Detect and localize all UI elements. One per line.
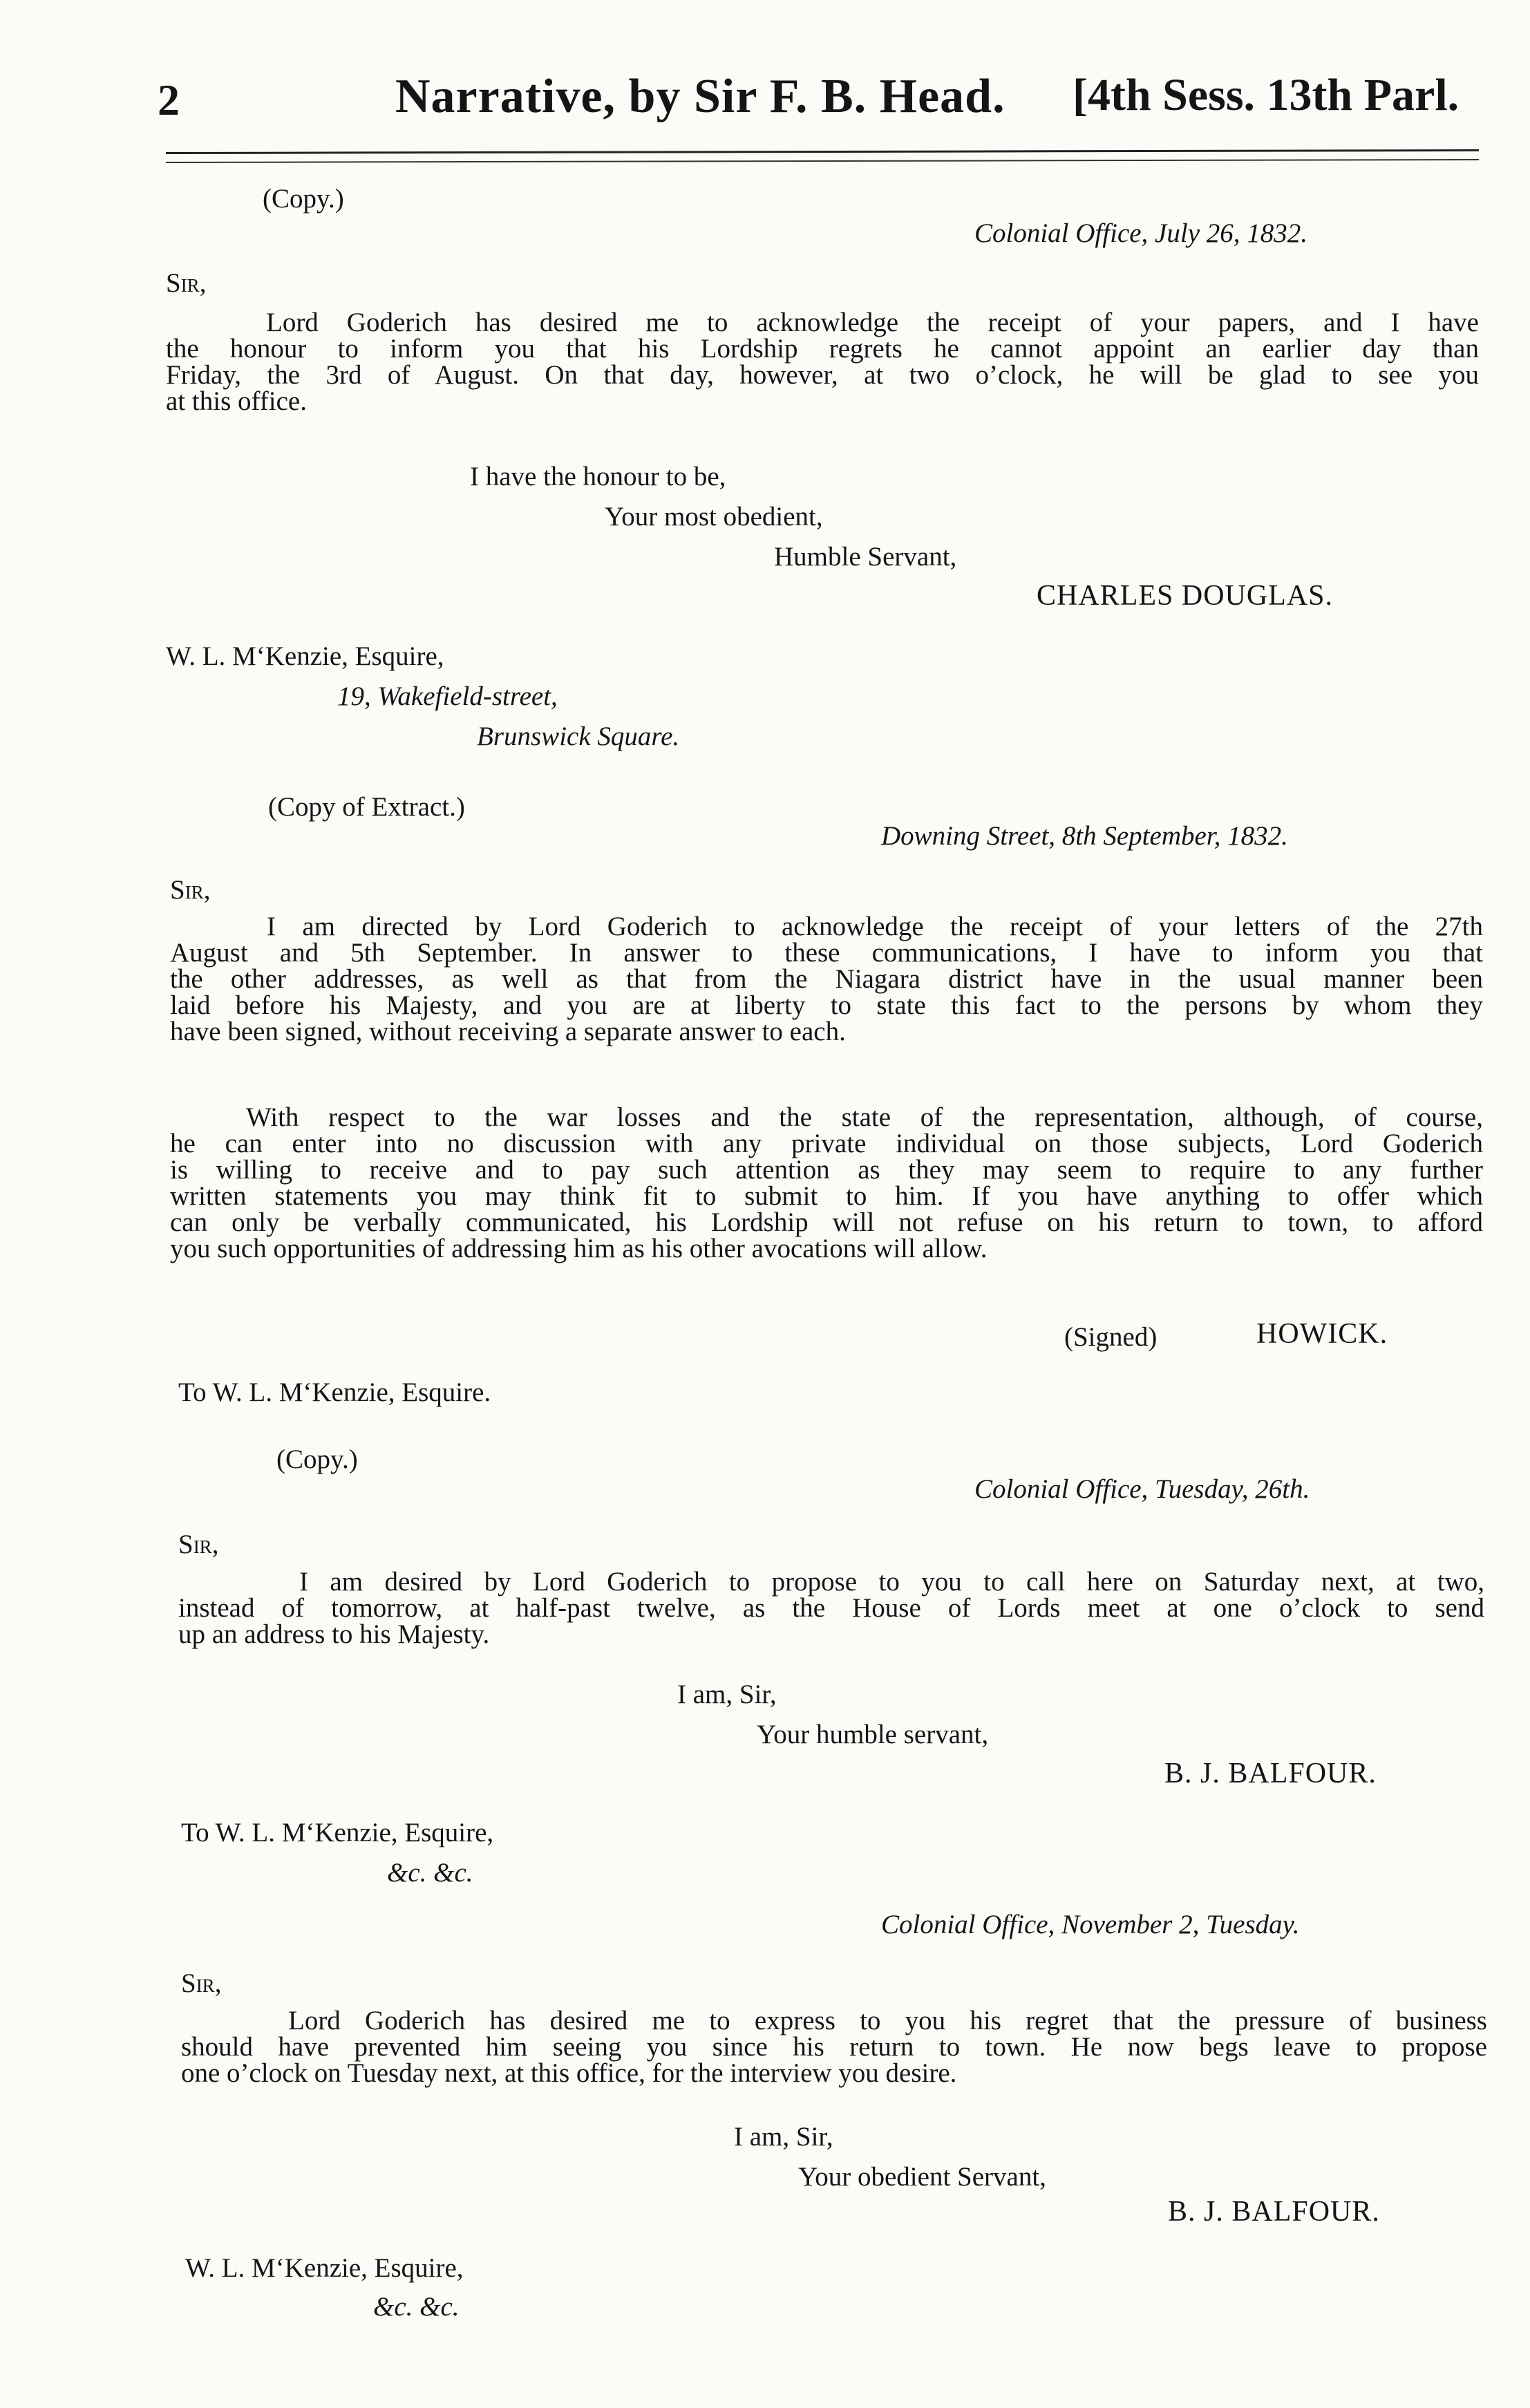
body-line: August and 5th September. In answer to these communications, I have to inform you that xyxy=(170,938,1483,968)
signature: CHARLES DOUGLAS. xyxy=(1037,580,1334,612)
addressee-line: W. L. M‘Kenzie, Esquire, xyxy=(166,641,444,671)
signature: B. J. BALFOUR. xyxy=(1164,1758,1377,1789)
body-line: is willing to receive and to pay such attention as they may seem to require to any further xyxy=(170,1155,1483,1185)
body-line: I am directed by Lord Goderich to acknowledge the receipt of your letters of the 27th xyxy=(267,912,1483,941)
body-line: at this office. xyxy=(166,386,307,416)
body-line: Lord Goderich has desired me to express to you his regret that the pressure of business xyxy=(288,2006,1487,2035)
body-line: written statements you may think fit to submit to him. If you have anything to offer which xyxy=(170,1181,1483,1211)
body-line: you such opportunities of addressing him as his other avocations will allow. xyxy=(170,1234,988,1263)
place-date: Colonial Office, November 2, Tuesday. xyxy=(881,1910,1300,1939)
closing-line: I am, Sir, xyxy=(734,2122,833,2152)
body-line: have been signed, without receiving a separate answer to each. xyxy=(170,1017,846,1046)
signature: HOWICK. xyxy=(1256,1318,1388,1350)
closing-line: Humble Servant, xyxy=(774,542,957,572)
copy-note: (Copy of Extract.) xyxy=(268,792,465,822)
letter-body xyxy=(170,914,1483,1045)
body-line: Lord Goderich has desired me to acknowledge the receipt of your papers, and I have xyxy=(266,308,1479,337)
copy-note: (Copy.) xyxy=(263,184,344,214)
salutation: Sir, xyxy=(181,1968,222,1998)
body-line: laid before his Majesty, and you are at liberty to state this fact to the persons by whom they xyxy=(170,990,1483,1020)
salutation: Sir, xyxy=(178,1530,219,1559)
body-line: one o’clock on Tuesday next, at this office, for the interview you desire. xyxy=(181,2058,957,2088)
salutation: Sir, xyxy=(166,268,207,298)
header-rule-double xyxy=(166,159,1479,163)
body-line: he can enter into no discussion with any private individual on those subjects, Lord Goderich xyxy=(170,1129,1483,1158)
addressee-line: &c. &c. xyxy=(387,1858,473,1888)
body-line: With respect to the war losses and the state of the representation, although, of course, xyxy=(246,1102,1483,1132)
letter-body xyxy=(166,310,1479,415)
closing-line: I am, Sir, xyxy=(677,1680,777,1709)
body-line: should have prevented him seeing you since his return to town. He now begs leave to propose xyxy=(181,2032,1487,2062)
place-date: Colonial Office, July 26, 1832. xyxy=(974,218,1308,248)
body-line: the honour to inform you that his Lordship regrets he cannot appoint an earlier day than xyxy=(166,334,1479,364)
letter-body xyxy=(181,2008,1487,2087)
body-line: instead of tomorrow, at half-past twelve, as the House of Lords meet at one o’clock to send xyxy=(178,1593,1484,1623)
signature: B. J. BALFOUR. xyxy=(1168,2196,1380,2228)
salutation: Sir, xyxy=(170,875,211,905)
signed-label: (Signed) xyxy=(1064,1322,1158,1352)
body-line: I am desired by Lord Goderich to propose to you to call here on Saturday next, at two, xyxy=(299,1567,1484,1597)
page-number: 2 xyxy=(158,75,180,124)
letter-body xyxy=(178,1569,1484,1648)
session-label: [4th Sess. 13th Parl. xyxy=(1073,70,1460,120)
body-line: the other addresses, as well as that from the Niagara district have in the usual manner been xyxy=(170,964,1483,994)
place-date: Downing Street, 8th September, 1832. xyxy=(881,821,1288,851)
addressee-line: Brunswick Square. xyxy=(477,722,680,751)
body-line: up an address to his Majesty. xyxy=(178,1619,490,1649)
addressee-line: To W. L. M‘Kenzie, Esquire, xyxy=(181,1818,494,1847)
copy-note: (Copy.) xyxy=(276,1445,358,1474)
addressee-line: &c. &c. xyxy=(373,2292,460,2322)
closing-line: I have the honour to be, xyxy=(470,462,726,491)
body-line: Friday, the 3rd of August. On that day, however, at two o’clock, he will be glad to see you xyxy=(166,360,1479,390)
body-line: can only be verbally communicated, his Lordship will not refuse on his return to town, to afford xyxy=(170,1207,1483,1237)
addressee-line: W. L. M‘Kenzie, Esquire, xyxy=(185,2253,464,2283)
closing-line: Your most obedient, xyxy=(605,502,823,532)
header-rule xyxy=(166,149,1479,154)
closing-line: Your humble servant, xyxy=(757,1720,989,1749)
addressee-line: 19, Wakefield-street, xyxy=(337,681,558,711)
page-title: Narrative, by Sir F. B. Head. xyxy=(395,70,1005,123)
place-date: Colonial Office, Tuesday, 26th. xyxy=(974,1474,1310,1504)
letter-body-paragraph-2 xyxy=(170,1104,1483,1262)
closing-line: Your obedient Servant, xyxy=(798,2162,1046,2192)
addressee-line: To W. L. M‘Kenzie, Esquire. xyxy=(178,1377,491,1407)
